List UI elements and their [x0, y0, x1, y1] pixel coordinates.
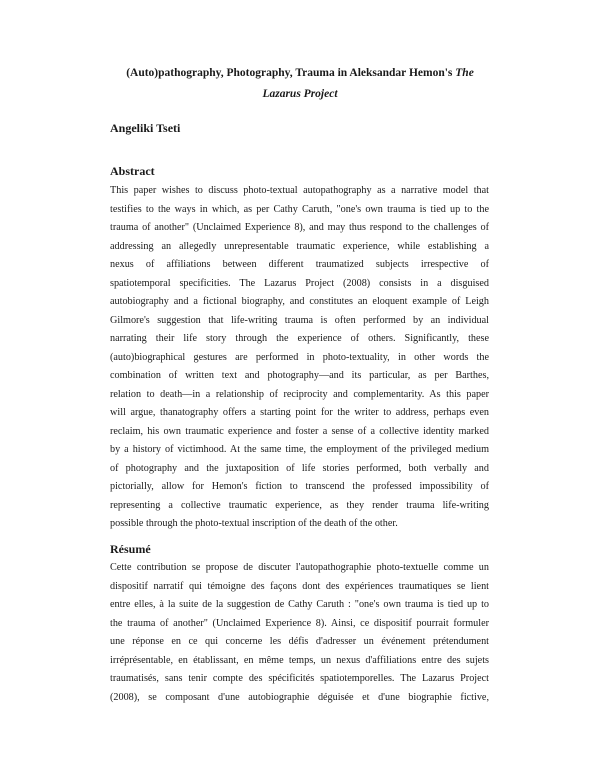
- text-line: testifies to the ways in which, as per Cathy Caruth, "one's own trauma is tied up to the: [110, 203, 489, 215]
- text-line: representing a collective traumatic experience, as they render trauma life-writing: [110, 499, 489, 511]
- text-line: by a history of victimhood. At the same time, the employment of the privileged medium: [110, 444, 489, 455]
- text-line: of photography and the juxtaposition of life stories performed, both verbally and: [110, 462, 489, 474]
- text-line: (auto)biographical gestures are performed in photo-textuality, in other words the: [110, 351, 489, 363]
- text-line: trauma of another" (Unclaimed Experience 8), and may thus respond to the challenges of: [110, 222, 489, 233]
- text-line: autobiography and a fictional biography, and constitutes an eloquent example of Leigh: [110, 296, 489, 307]
- title-line-1-italic: The: [455, 67, 474, 79]
- text-line: dispositif narratif qui témoigne des façons dont des expériences traumatiques se lient: [110, 580, 489, 592]
- text-line: nexus of affiliations between different traumatized subjects irrespective of: [110, 259, 489, 270]
- resume-heading: Résumé: [110, 542, 151, 556]
- text-line: will argue, thanatography offers a starting point for the writer to address, perhaps even: [110, 407, 489, 418]
- text-line: addressing an allegedly unrepresentable traumatic experience, while establishing a: [110, 240, 489, 252]
- text-line: narrating their life story through the experience of others. Significantly, these: [110, 333, 489, 344]
- text-line: spatiotemporal specificities. The Lazarus Project (2008) consists in a disguised: [110, 277, 489, 289]
- text-line: combination of written text and photography—and its particular, as per Barthes,: [110, 370, 489, 381]
- abstract-paragraph: [110, 182, 489, 534]
- text-line: irréprésentable, en établissant, en même temps, un nexus d'affiliations entre des sujets: [110, 654, 489, 666]
- author-name: Angeliki Tseti: [110, 121, 181, 135]
- text-line: the trauma of another" (Unclaimed Experience 8). Ainsi, ce dispositif pourrait formuler: [110, 617, 489, 629]
- text-line: traumatisés, sans tenir compte des spécificités spatiotemporelles. The Lazarus Project: [110, 673, 489, 684]
- paper-title: [100, 63, 500, 105]
- resume-paragraph: [110, 559, 489, 707]
- text-line: Gilmore's suggestion that life-writing trauma is often performed by an individual: [110, 314, 489, 326]
- text-line: (2008), se composant d'une autobiographie déguisée et d'une biographie fictive,: [110, 691, 489, 703]
- abstract-heading: Abstract: [110, 164, 155, 178]
- title-line-2: Lazarus Project: [262, 88, 338, 100]
- text-line: pictorially, allow for Hemon's fiction to transcend the professed impossibility of: [110, 481, 489, 492]
- text-line: une réponse en ce qui concerne les défis d'adresser un événement prétendument: [110, 636, 489, 647]
- text-line: relation to death—in a relationship of reciprocity and complementarity. As this paper: [110, 388, 489, 400]
- title-line-1: (Auto)pathography, Photography, Trauma in Aleksandar Hemon's: [126, 67, 456, 79]
- text-line: possible through the photo-textual inscription of the death of the other.: [110, 518, 398, 529]
- text-line: reclaim, his own traumatic experience and foster a sense of a collective identity marked: [110, 425, 489, 437]
- text-line: entre elles, à la suite de la suggestion de Cathy Caruth : "one's own trauma is tied up to: [110, 599, 489, 610]
- text-line: Cette contribution se propose de discuter l'autopathographie photo-textuelle comme un: [110, 562, 489, 573]
- text-line: This paper wishes to discuss photo-textual autopathography as a narrative model that: [110, 185, 489, 196]
